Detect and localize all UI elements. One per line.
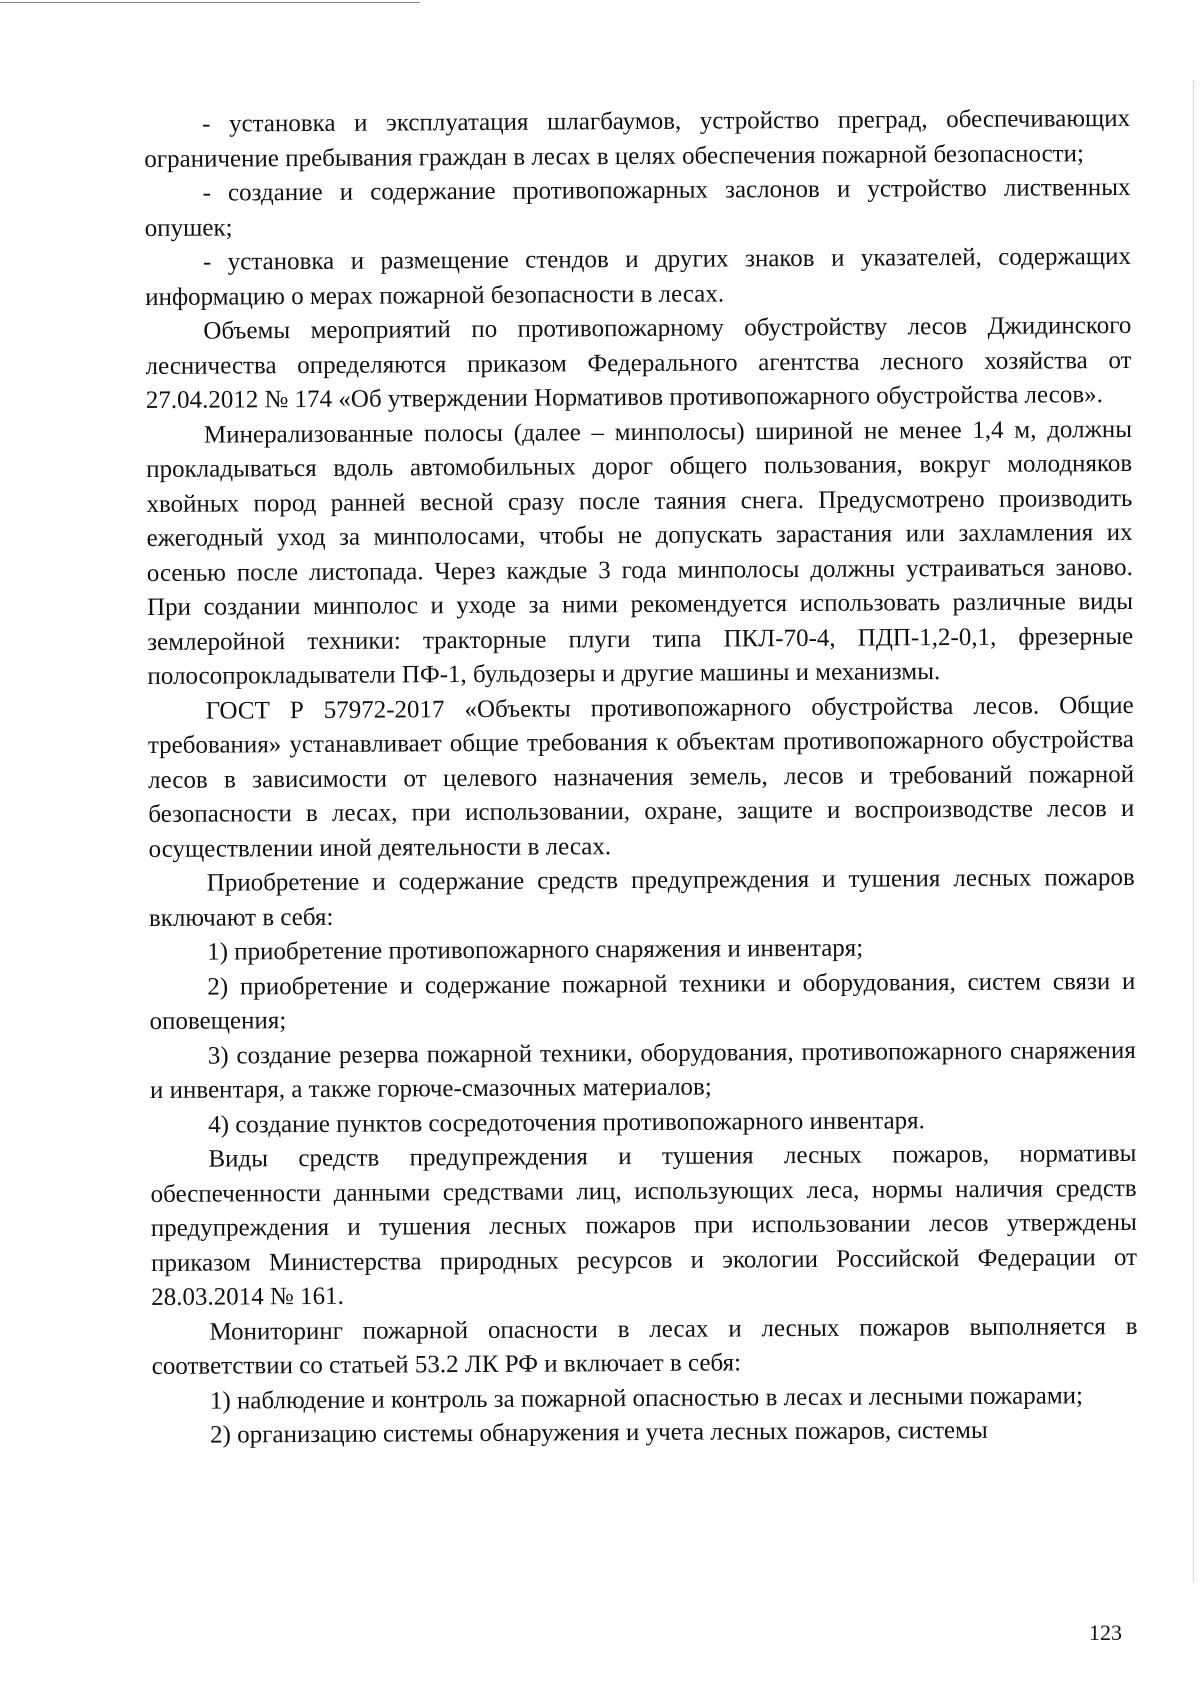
monitoring-item-1: 1) наблюдение и контроль за пожарной опасностью в лесах и лесными пожарами; (209, 1381, 1084, 1415)
list-item-3: 3) создание резерва пожарной техники, оборудования, противопожарного снаряжения и инвентаря, а также горюче-смазочных материалов; (149, 1036, 1136, 1104)
list-item-2: 2) приобретение и содержание пожарной техники и оборудования, систем связи и оповещения; (149, 967, 1136, 1035)
paragraph-signs: - установка и размещение стендов и других знаков и указателей, содержащих информацию о мерах пожарной безопасности в лесах. (145, 242, 1132, 311)
paragraph-mineral-strips: Минерализованные полосы (далее – минполосы) шириной не менее 1,4 м, должны прокладываться вдоль автомобильных дорог общего пользования, вокруг молодняков хвойных пород ранней весной сразу после таяния снега. Предусмотрено производить ежегодный уход за минполосами, чтобы не допускать зарастания или захламления их осенью после листопада. Через каждые 3 года минполосы должны устраиваться заново. При создании минполос и уходе за ними рекомендуется использовать различные виды землеройной техники: тракторные плуги типа ПКЛ-70-4, ПДП-1,2-0,1, фрезерные полосопрокладыватели ПФ-1, бульдозеры и другие машины и механизмы. (146, 415, 1134, 690)
scan-edge-mark (1193, 80, 1194, 1580)
list-item-4: 4) создание пунктов сосредоточения противопожарного инвентаря. (208, 1106, 925, 1139)
body-text (144, 102, 1138, 1453)
top-rule (0, 2, 420, 3)
monitoring-item-2: 2) организацию системы обнаружения и учета лесных пожаров, системы (210, 1416, 988, 1449)
paragraph-means-types: Виды средств предупреждения и тушения лесных пожаров, нормативы обеспеченности данными средствами лиц, использующих леса, нормы наличия средств предупреждения и тушения лесных пожаров при использовании лесов утверждены приказом Министерства природных ресурсов и экологии Российской Федерации от 28.03.2014 № 161. (150, 1139, 1138, 1311)
paragraph-firebreaks: - создание и содержание противопожарных заслонов и устройство лиственных опушек; (144, 173, 1131, 242)
paragraph-gost: ГОСТ Р 57972-2017 «Объекты противопожарного обустройства лесов. Общие требования» устанавливает общие требования к объектам противопожарного обустройства лесов в зависимости от целевого назначения земель, лесов и требований пожарной безопасности в лесах, при использовании, охране, защите и воспроизводстве лесов и осуществлении иной деятельности в лесах. (147, 691, 1135, 863)
list-item-1: 1) приобретение противопожарного снаряжения и инвентаря; (207, 934, 864, 966)
paragraph-barriers: - установка и эксплуатация шлагбаумов, устройство преград, обеспечивающих ограничение пребывания граждан в лесах в целях обеспечения пожарной безопасности; (144, 104, 1131, 173)
paragraph-volumes: Объемы мероприятий по противопожарному обустройству лесов Джидинского лесничества определяются приказом Федерального агентства лесного хозяйства от 27.04.2012 № 174 «Об утверждении Нормативов противопожарного обустройства лесов». (145, 311, 1132, 414)
paragraph-monitoring: Мониторинг пожарной опасности в лесах и лесных пожаров выполняется в соответствии со статьей 53.2 ЛК РФ и включает в себя: (151, 1312, 1138, 1380)
page-number: 123 (1089, 1620, 1122, 1645)
paragraph-acquisition: Приобретение и содержание средств предупреждения и тушения лесных пожаров включают в себя: (148, 863, 1135, 932)
